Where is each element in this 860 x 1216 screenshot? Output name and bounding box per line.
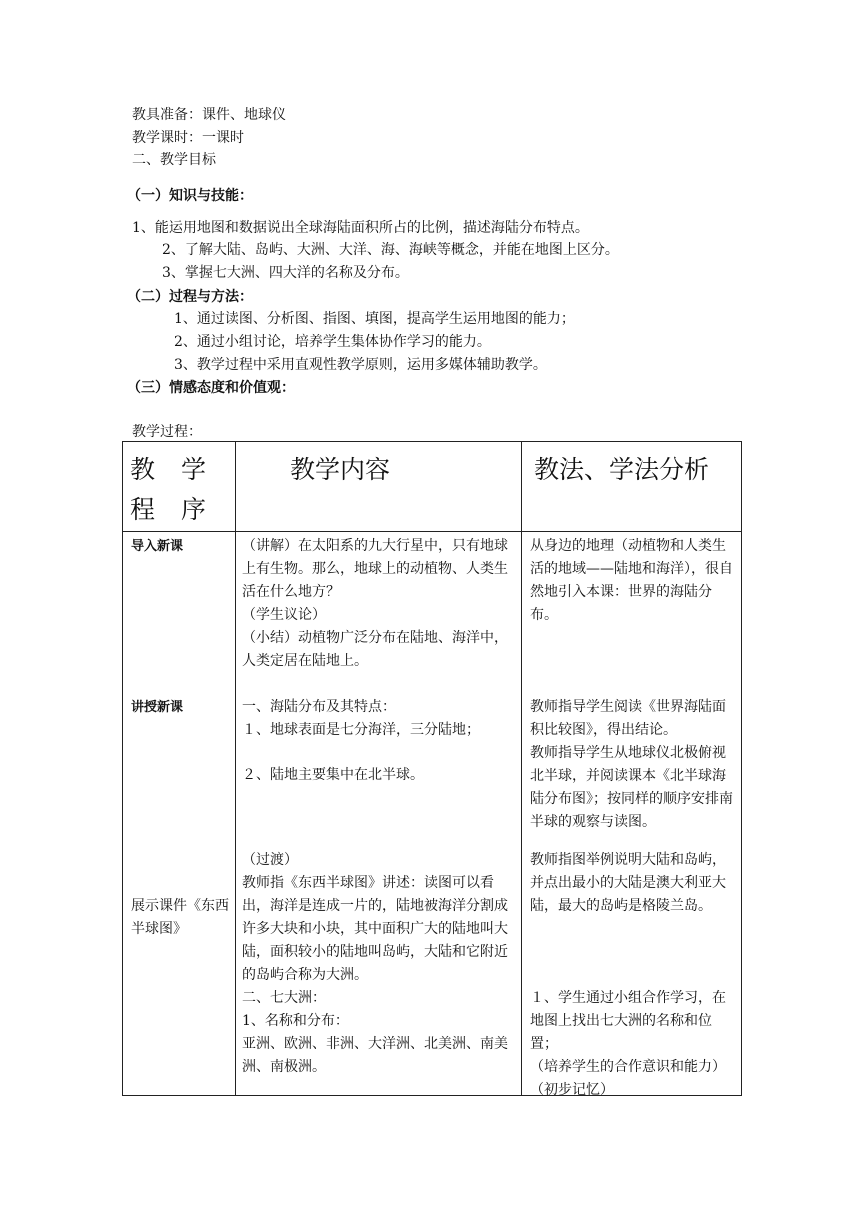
group-work-text: １、学生通过小组合作学习，在地图上找出七大洲的名称和位置； <box>530 990 726 1052</box>
lesson-plan-table <box>122 441 742 1096</box>
procedure-column <box>131 532 231 1092</box>
process-item-3: 3、教学过程中采用直观性教学原则，运用多媒体辅助教学。 <box>174 357 547 373</box>
transition-text: （过渡） <box>242 852 298 868</box>
sea-land-title: 一、海陆分布及其特点： <box>242 699 396 715</box>
guide-globe-text: 教师指导学生从地球仪北极俯视北半球，并阅读课本《北半球海陆分布图》；按同样的顺序安排南半球的观察与读图。 <box>530 745 733 830</box>
content-cell <box>236 532 522 1096</box>
knowledge-item-2: 2、了解大陆、岛屿、大洲、大洋、海、海峡等概念，并能在地图上区分。 <box>162 242 619 258</box>
intro-analysis-text: 从身边的地理（动植物和人类生活的地域——陆地和海洋），很自然地引入本课：世界的海陆分布。 <box>530 538 733 623</box>
process-methods-heading: （二）过程与方法： <box>127 289 253 305</box>
procedure-cell <box>123 532 236 1096</box>
analysis-cell <box>522 532 742 1096</box>
step-teach-label: 讲授新课 <box>131 700 184 715</box>
step-show-courseware: 展示课件《东西半球图》 <box>131 898 229 937</box>
hemisphere-explanation: 教师指《东西半球图》讲述：读图可以看出，海洋是连成一片的，陆地被海洋分割成许多大块和小块，其中面积广大的陆地叫大陆，面积较小的陆地叫岛屿，大陆和它附近的岛屿合称为大洲。 <box>242 875 508 983</box>
header-cell-procedure <box>123 442 236 532</box>
step-intro-label: 导入新课 <box>131 539 184 554</box>
process-item-1: 1、通过读图、分析图、指图、填图，提高学生运用地图的能力； <box>174 311 575 327</box>
guide-read-text: 教师指导学生阅读《世界海陆面积比较图》，得出结论。 <box>530 699 726 738</box>
header-cell-content <box>236 442 522 532</box>
section-objectives-heading: 二、教学目标 <box>132 152 216 168</box>
group-note-text: （培养学生的合作意识和能力）（初步记忆） <box>530 1059 726 1098</box>
knowledge-item-3: 3、掌握七大洲、四大洋的名称及分布。 <box>162 265 409 281</box>
intro-lecture-text: （讲解）在太阳系的九大行星中，只有地球上有生物。那么，地球上的动植物、人类生活在什么地方？ <box>242 538 508 600</box>
intro-summary-text: （小结）动植物广泛分布在陆地、海洋中，人类定居在陆地上。 <box>242 630 508 669</box>
continents-list: 亚洲、欧洲、非洲、大洋洲、北美洲、南美洲、南极洲。 <box>242 1036 508 1075</box>
header-cell-analysis <box>522 442 742 532</box>
content-column <box>242 532 517 1092</box>
header-content: 教学内容 <box>290 455 391 484</box>
process-item-2: 2、通过小组讨论，培养学生集体协作学习的能力。 <box>174 334 491 350</box>
teaching-hours-line: 教学课时：一课时 <box>132 130 244 146</box>
header-procedure: 教 学 程 序 <box>130 455 215 524</box>
knowledge-skills-heading: （一）知识与技能： <box>127 188 253 204</box>
continents-subtitle: 1、名称和分布： <box>242 1013 349 1029</box>
header-analysis: 教法、学法分析 <box>534 455 710 484</box>
intro-discuss-text: （学生议论） <box>242 607 326 623</box>
sea-land-point-2: ２、陆地主要集中在北半球。 <box>242 767 424 783</box>
knowledge-item-1: 1、能运用地图和数据说出全球海陆面积所占的比例，描述海陆分布特点。 <box>132 220 589 236</box>
sea-land-point-1: １、地球表面是七分海洋，三分陆地； <box>242 722 480 738</box>
teaching-tools-line: 教具准备：课件、地球仪 <box>132 107 286 123</box>
emotion-values-heading: （三）情感态度和价值观： <box>127 380 295 396</box>
teaching-process-label: 教学过程： <box>132 424 202 440</box>
table-header-row <box>123 442 742 532</box>
continents-title: 二、七大洲： <box>242 990 326 1006</box>
analysis-column <box>530 532 736 1098</box>
table-body-row <box>123 532 742 1096</box>
guide-example-text: 教师指图举例说明大陆和岛屿，并点出最小的大陆是澳大利亚大陆，最大的岛屿是格陵兰岛。 <box>530 852 726 914</box>
